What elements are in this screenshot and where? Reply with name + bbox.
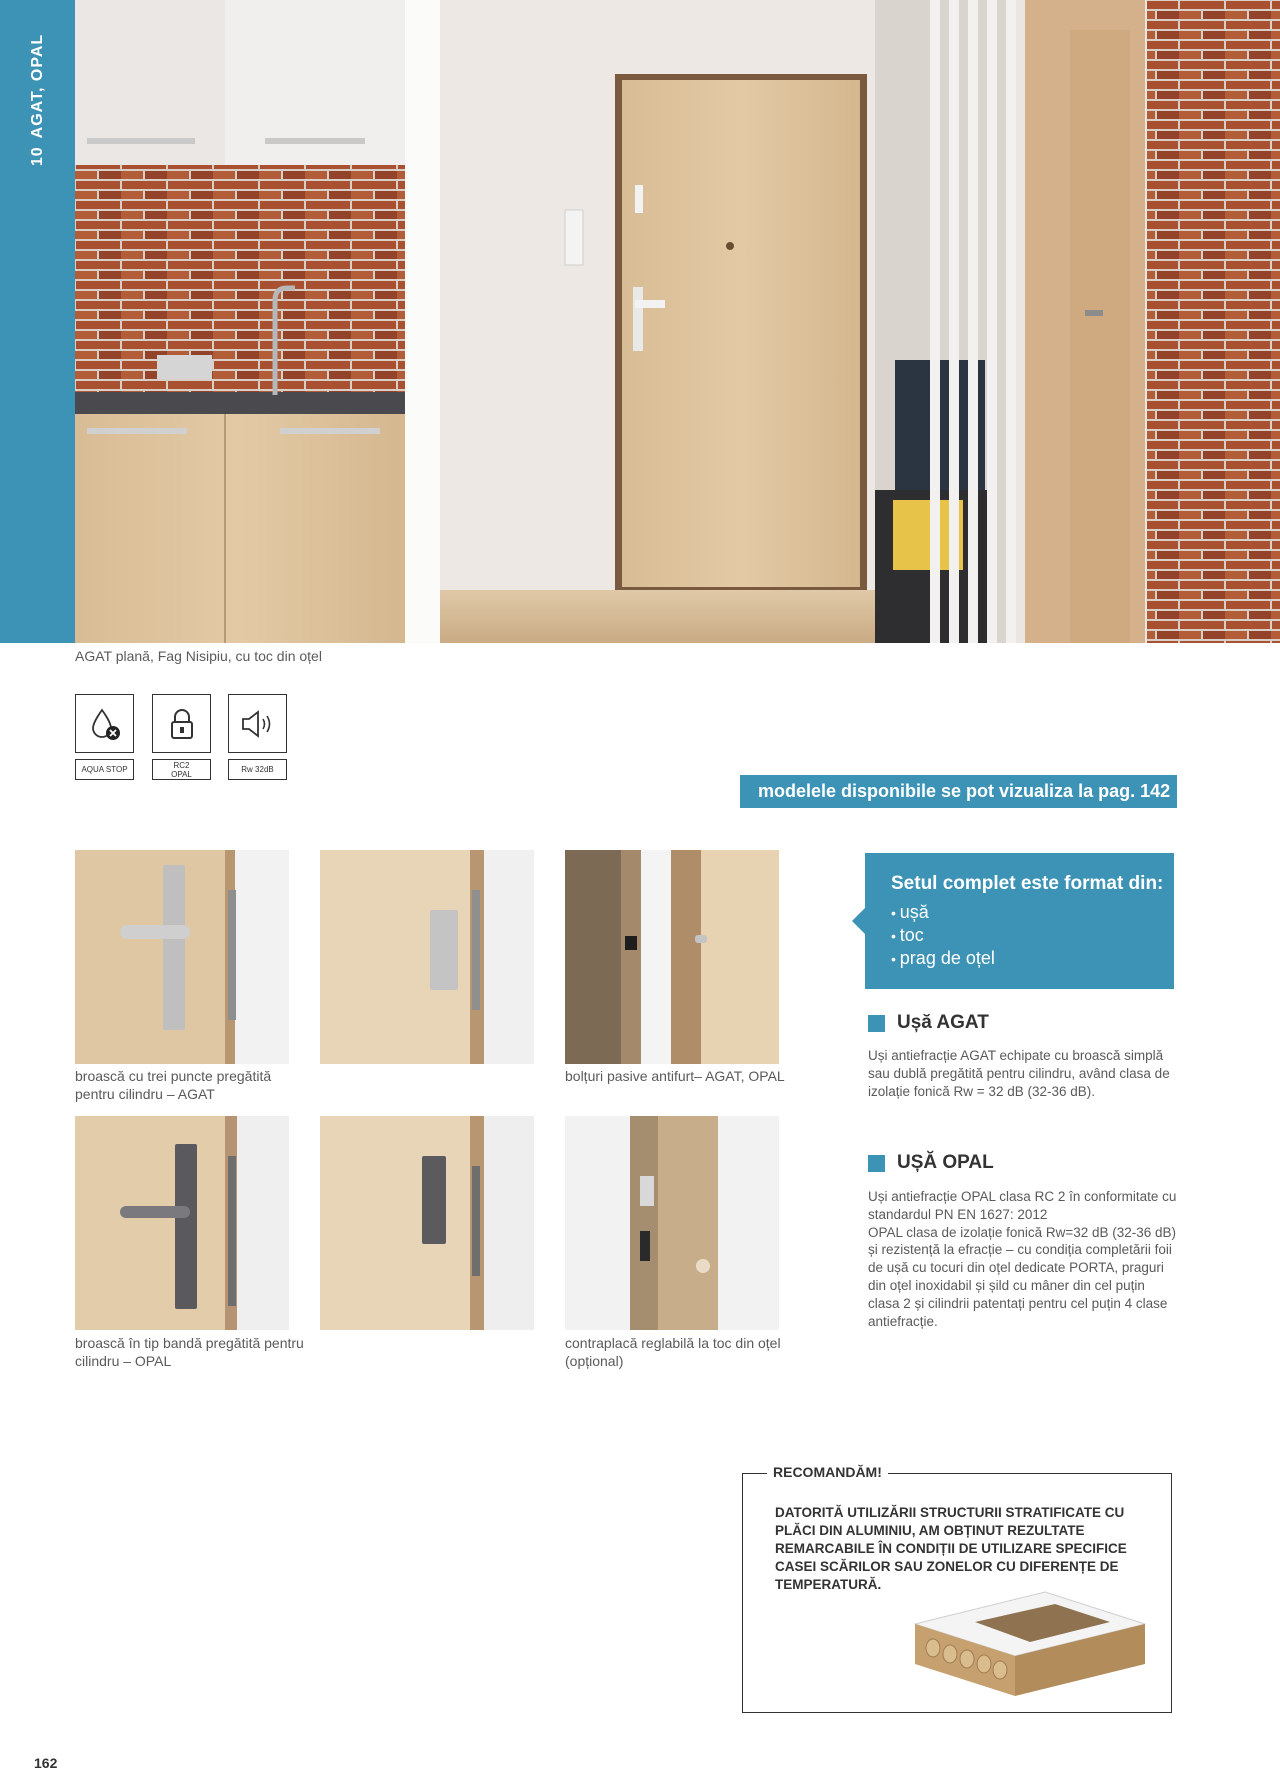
recommendation-box bbox=[742, 1464, 1172, 1713]
photo-lock-agat-plate bbox=[320, 850, 534, 1064]
feature-sound-label: Rw 32dB bbox=[228, 759, 287, 780]
complete-set-item: • toc bbox=[891, 924, 1174, 947]
section-agat-heading bbox=[868, 1012, 989, 1034]
chapter-tab bbox=[0, 0, 75, 643]
section-agat-text: Uși antiefracție AGAT echipate cu broască simplă sau dublă pregătită pentru cilindru, având clasa de izolație fonică Rw = 32 dB (32-36 dB). bbox=[868, 1048, 1170, 1099]
photo-lock-opal-plate bbox=[320, 1116, 534, 1330]
door-layers-illustration bbox=[905, 1584, 1155, 1702]
complete-set-title: Setul complet este format din: bbox=[891, 873, 1164, 894]
photo-passive-bolts bbox=[565, 850, 779, 1064]
feature-rc2 bbox=[152, 694, 211, 780]
feature-aqua-stop bbox=[75, 694, 134, 780]
section-opal-text-1: Uși antiefracție OPAL clasa RC 2 în conformitate cu standardul PN EN 1627: 2012 bbox=[868, 1189, 1177, 1222]
square-bullet-icon bbox=[868, 1015, 885, 1032]
section-opal-text-2: OPAL clasa de izolație fonică Rw=32 dB (32-36 dB) și rezistență la efracție – cu condiția completării foii de ușă cu tocuri din oțel dedicate PORTA, praguri din oțel inoxidabil și șild cu mâner din cel puțin clasa 2 și cilindrii patentați pentru cel puțin 4 clase antiefracție. bbox=[868, 1224, 1177, 1329]
feature-rc2-label bbox=[152, 759, 211, 780]
complete-set-box bbox=[865, 853, 1174, 989]
section-opal-text bbox=[868, 1188, 1178, 1330]
section-opal-heading bbox=[868, 1152, 994, 1174]
lock-icon bbox=[152, 694, 211, 753]
complete-set-item: • ușă bbox=[891, 901, 1174, 924]
photo-caption-passive-bolts: bolțuri pasive antifurt– AGAT, OPAL bbox=[565, 1068, 785, 1084]
feature-rc2-label-line2: OPAL bbox=[171, 769, 192, 779]
photo-caption-lock-opal: broască în tip bandă pregătită pentru cilindru – OPAL bbox=[75, 1335, 304, 1369]
chapter-title: AGAT, OPAL bbox=[29, 33, 46, 139]
chapter-tab-label bbox=[29, 34, 47, 166]
feature-sound bbox=[228, 694, 287, 780]
photo-adjustable-strike-plate bbox=[565, 1116, 779, 1330]
chapter-number: 10 bbox=[29, 146, 46, 167]
photo-caption-lock-agat: broască cu trei puncte pregătită pentru cilindru – AGAT bbox=[75, 1068, 272, 1102]
feature-rc2-label-line1: RC2 bbox=[173, 760, 190, 770]
section-opal-title: UȘĂ OPAL bbox=[897, 1152, 994, 1173]
recommendation-text: DATORITĂ UTILIZĂRII STRUCTURII STRATIFICATE CU PLĂCI DIN ALUMINIU, AM OBȚINUT REZULTATE REMARCABILE ÎN CONDIȚII DE UTILIZARE SPECIFICE CASEI SCĂRILOR SAU ZONELOR CU DIFERENȚE DE TEMPERATURĂ. bbox=[775, 1505, 1127, 1592]
hero-photo bbox=[75, 0, 1280, 643]
water-drop-icon bbox=[75, 694, 134, 753]
photo-lock-opal-handle bbox=[75, 1116, 289, 1330]
complete-set-item: • prag de oțel bbox=[891, 947, 1174, 970]
models-banner: modelele disponibile se pot vizualiza la pag. 142 bbox=[740, 775, 1177, 808]
hero-caption: AGAT plană, Fag Nisipiu, cu toc din oțel bbox=[75, 648, 322, 664]
page-number: 162 bbox=[34, 1755, 58, 1771]
section-agat-title: Ușă AGAT bbox=[897, 1012, 989, 1033]
square-bullet-icon bbox=[868, 1155, 885, 1172]
photo-caption-strike-plate: contraplacă reglabilă la toc din oțel (opțional) bbox=[565, 1335, 781, 1369]
speaker-icon bbox=[228, 694, 287, 753]
photo-lock-agat-handle bbox=[75, 850, 289, 1064]
recommendation-title: RECOMANDĂM! bbox=[767, 1464, 888, 1480]
feature-aqua-stop-label: AQUA STOP bbox=[75, 759, 134, 780]
